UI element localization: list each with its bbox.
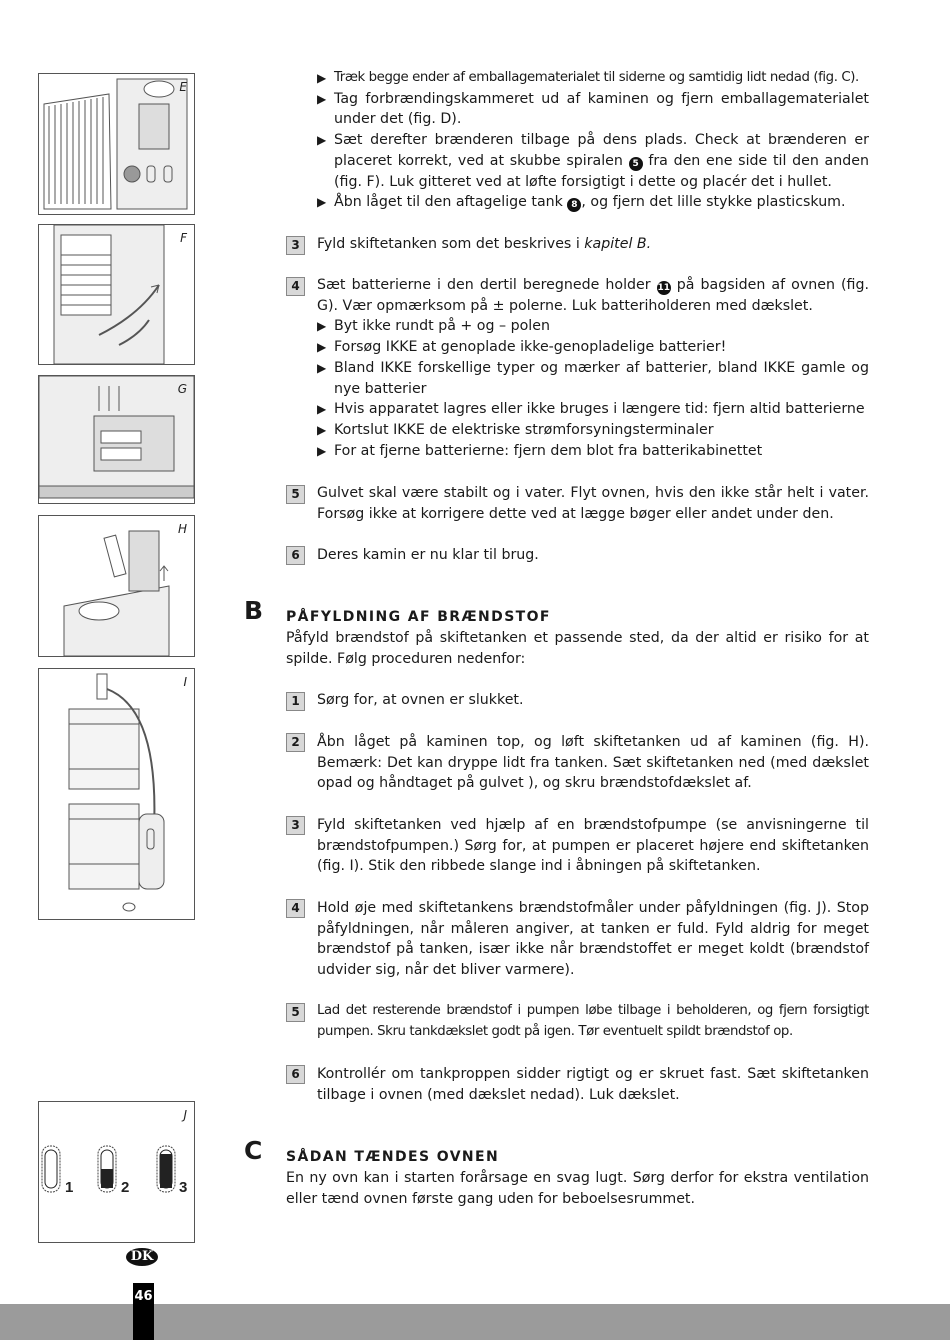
- battery-holder-illustration: [39, 376, 194, 503]
- bullet-arrow-icon: ▶: [317, 340, 327, 355]
- step-number: 4: [286, 277, 305, 296]
- fuel-pump-illustration: [39, 669, 194, 919]
- figure-label: G: [177, 382, 187, 396]
- bullet-text: For at fjerne batterierne: fjern dem blot fra batterikabinettet: [334, 442, 763, 459]
- figure-label: H: [177, 522, 187, 536]
- bullet-arrow-icon: ▶: [317, 133, 327, 148]
- step-number: 6: [286, 1065, 305, 1084]
- step-text: Åbn låget på kaminen top, og løft skiftetanken ud af kaminen (fig. H). Bemærk: Det kan dryppe lidt fra tanken. Sæt skiftetanken ned (med dækslet opad og håndtaget på gulvet ), og skru brændstofdækslet af.: [317, 734, 869, 792]
- step-text: [317, 275, 869, 461]
- figure-h: [38, 515, 195, 657]
- gauge-label-empty: 1: [65, 1179, 74, 1196]
- step-body: Fyld skiftetanken som det beskrives i: [317, 236, 585, 252]
- section-intro: Påfyld brændstof på skiftetanken et passende sted, da der altid er risiko for at spilde. Følg proceduren nedenfor:: [286, 630, 869, 667]
- bullet-arrow-icon: ▶: [317, 360, 327, 375]
- step-body: på bagsiden af ovnen (fig. G). Vær opmærksom på ± polerne. Luk batteriholderen med dækslet.: [317, 277, 870, 314]
- bullet-text: Træk begge ender af emballagematerialet til siderne og samtidig lidt nedad (fig. C).: [334, 70, 859, 85]
- figure-g: [38, 375, 195, 504]
- bullet-text: Hvis apparatet lagres eller ikke bruges i længere tid: fjern altid batterierne: [334, 401, 865, 418]
- bullet-arrow-icon: ▶: [317, 195, 327, 210]
- bullet-arrow-icon: ▶: [317, 91, 327, 106]
- section-heading: PÅFYLDNING AF BRÆNDSTOF: [286, 609, 551, 625]
- section-letter: C: [244, 1136, 263, 1165]
- section-intro: En ny ovn kan i starten forårsage en svag lugt. Sørg derfor for ekstra ventilation eller tænd ovnen første gang uden for beboelsesrummet.: [286, 1170, 869, 1207]
- bullet-text: Kortslut IKKE de elektriske strømforsyningsterminaler: [334, 421, 714, 438]
- bullet-arrow-icon: ▶: [317, 422, 327, 437]
- bullet-arrow-icon: ▶: [317, 319, 327, 334]
- step-number: 1: [286, 692, 305, 711]
- figure-j: [38, 1101, 195, 1243]
- step-text: Hold øje med skiftetankens brændstofmåler under påfyldningen (fig. J). Stop påfyldningen, når måleren angiver, at tanken er fuld. Fyld aldrig for meget brændstof på tanken, især ikke når brændstoffet er meget koldt (brændstof udvider sig, når det bliver varmere).: [317, 900, 869, 979]
- bullet-text: Byt ikke rundt på + og – polen: [334, 318, 550, 335]
- heater-grille-illustration: [39, 74, 194, 214]
- step-text: Fyld skiftetanken ved hjælp af en brændstofpumpe (se anvisningerne til brændstofpumpen.) Sørg for, at pumpen er placeret højere end skiftetanken (fig. I). Stik den ribbede slange ind i åbningen på skiftetanken.: [317, 817, 869, 875]
- step-text: [317, 234, 869, 255]
- section-heading: SÅDAN TÆNDES OVNEN: [286, 1149, 500, 1165]
- step-body: Sæt batterierne i den dertil beregnede holder: [317, 277, 651, 293]
- chapter-reference: kapitel B.: [584, 236, 652, 252]
- step-number: 3: [286, 816, 305, 835]
- bullet-text: , og fjern det lille stykke plasticskum.: [581, 194, 846, 211]
- step-number: 5: [286, 485, 305, 504]
- figure-e: [38, 73, 195, 215]
- fuel-gauge-illustration: [39, 1102, 194, 1242]
- step-number: 6: [286, 546, 305, 565]
- bullet-text: Forsøg IKKE at genoplade ikke-genopladelige batterier!: [334, 339, 727, 356]
- bullet-text: Tag forbrændingskammeret ud af kaminen og fjern emballagematerialet under det (fig. D).: [334, 90, 869, 128]
- bullet-text: fra den ene side til den anden (fig. F). Luk gitteret ved at løfte forsigtigt i dette og placér det i hullet.: [334, 152, 869, 190]
- gauge-label-half: 2: [121, 1179, 130, 1196]
- figure-f: [38, 224, 195, 365]
- step-number: 2: [286, 733, 305, 752]
- step-number: 3: [286, 236, 305, 255]
- step-text: Kontrollér om tankproppen sidder rigtigt og er skruet fast. Sæt skiftetanken tilbage i ovnen (med dækslet nedad). Luk dækslet.: [317, 1066, 869, 1103]
- bullet-arrow-icon: ▶: [317, 71, 326, 85]
- figure-label: I: [183, 675, 187, 689]
- bullet-arrow-icon: ▶: [317, 443, 327, 458]
- part-reference-badge: 8: [567, 198, 581, 212]
- step-number: 5: [286, 1003, 305, 1022]
- gauge-label-full: 3: [179, 1179, 188, 1196]
- bullet-arrow-icon: ▶: [317, 402, 327, 417]
- figure-label: F: [180, 231, 187, 245]
- step-text: Deres kamin er nu klar til brug.: [317, 547, 539, 563]
- part-reference-badge: 11: [657, 283, 670, 293]
- figure-label: E: [179, 80, 187, 94]
- step-text: Gulvet skal være stabilt og i vater. Flyt ovnen, hvis den ikke står helt i vater. Forsøg ikke at korrigere dette ved at lægge bøger eller andet under den.: [317, 485, 869, 522]
- burner-spiral-illustration: [39, 225, 194, 364]
- part-reference-badge: 5: [629, 157, 643, 171]
- step-text: Lad det resterende brændstof i pumpen løbe tilbage i beholderen, og fjern forsigtigt pumpen. Skru tankdækslet godt på igen. Tør eventuelt spildt brændstof op.: [317, 1003, 869, 1039]
- bullet-text: Åbn låget til den aftagelige tank: [334, 194, 563, 211]
- tank-removal-illustration: [39, 516, 194, 656]
- section-letter: B: [244, 596, 264, 625]
- step-number: 4: [286, 899, 305, 918]
- figure-i: [38, 668, 195, 920]
- page-number: 46: [133, 1283, 154, 1340]
- figure-label: J: [183, 1108, 187, 1122]
- bullet-text: Sæt derefter brænderen tilbage på dens plads. Check at brænderen er placeret korrekt, ved at skubbe spiralen: [334, 132, 869, 169]
- bullet-text: Bland IKKE forskellige typer og mærker af batterier, bland IKKE gamle og nye batterier: [334, 359, 869, 397]
- language-badge: DK: [126, 1248, 158, 1266]
- step-text: Sørg for, at ovnen er slukket.: [317, 692, 524, 708]
- intro-bullet-list: [317, 68, 869, 213]
